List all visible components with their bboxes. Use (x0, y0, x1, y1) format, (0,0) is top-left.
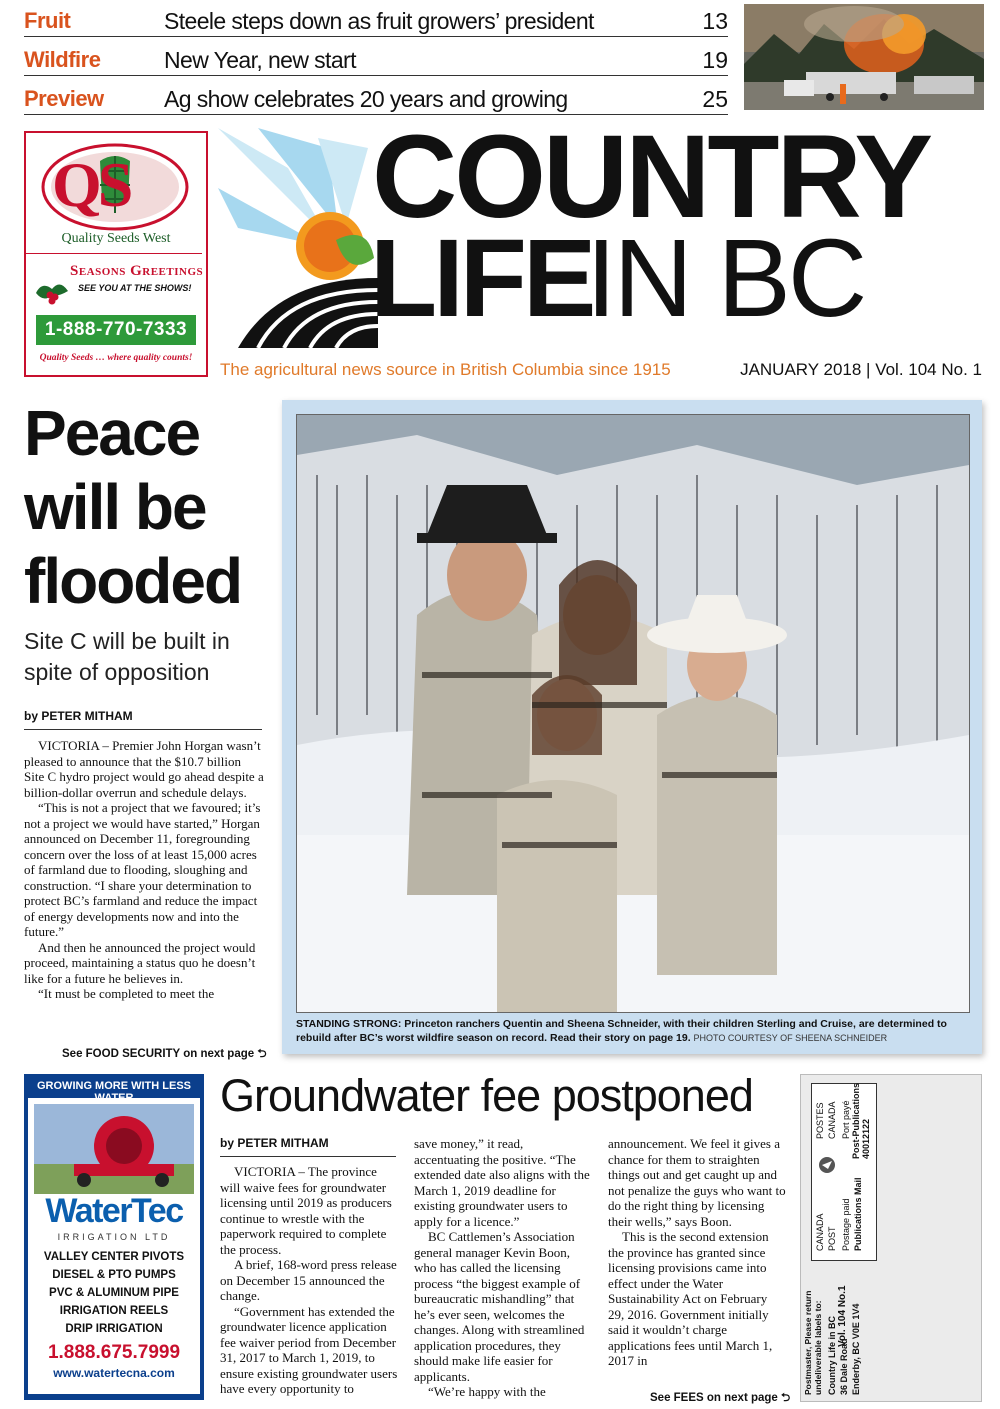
irrigation-reel-icon (34, 1104, 194, 1194)
watertec-url[interactable]: www.watertecna.com (53, 1366, 175, 1380)
teaser-preview[interactable] (24, 78, 728, 115)
qs-greeting-sub: SEE YOU AT THE SHOWS! (78, 283, 192, 293)
lead-dek: Site C will be built in spite of opposition (24, 628, 230, 685)
port-paye: Port payé (841, 1100, 851, 1139)
watertec-brand: WaterTec (45, 1192, 183, 1230)
groundwater-paragraph: save money,” it read, accentuating the positive. “The extended date also aligns with the March 1, 2019 deadline for existing groundwater users to apply for a licence.” (414, 1136, 590, 1229)
watertec-banner: GROWING MORE WITH LESS (37, 1080, 191, 1092)
canada-fr: CANADA (827, 1101, 837, 1139)
watertec-product: DRIP IRRIGATION (65, 1323, 163, 1335)
watertec-product: IRRIGATION REELS (59, 1305, 169, 1317)
watertec-product: VALLEY CENTER PIVOTS (43, 1251, 185, 1263)
masthead-country: COUNTRY (372, 111, 931, 243)
groundwater-headline[interactable]: Groundwater fee postponed (220, 1070, 753, 1121)
qs-logo-text: QS (52, 149, 130, 220)
issue-date: JANUARY 2018 | Vol. 104 No. 1 (740, 360, 982, 379)
mailing-label-area (800, 1074, 982, 1402)
groundwater-col-3 (608, 1136, 786, 1369)
return-line-1: Postmaster, Please return (803, 1290, 813, 1395)
post-publications: Post-Publications (851, 1082, 861, 1159)
teaser-keyword: Fruit (24, 8, 71, 33)
wildfire-thumbnail[interactable] (744, 4, 984, 110)
masthead-tagline: The agricultural news source in British Columbia since 1915 (220, 360, 671, 379)
return-address-1: Country Life in BC (827, 1316, 837, 1395)
qs-slogan: Quality Seeds … where quality counts! (39, 353, 193, 363)
lead-continued-link[interactable]: See FOOD SECURITY on next page ⮌ (62, 1048, 267, 1060)
teaser-headline: Steele steps down as fruit growers’ president (164, 8, 594, 34)
caption-lead: STANDING STRONG: (296, 1018, 402, 1030)
post: POST (827, 1226, 837, 1251)
watertec-product: DIESEL & PTO PUMPS (52, 1269, 176, 1281)
teaser-headline: Ag show celebrates 20 years and growing (164, 86, 568, 112)
teaser-page: 13 (702, 8, 728, 34)
permit-number: 40012122 (861, 1118, 871, 1159)
lead-paragraph: And then he announced the project would proceed, maintaining a status quo he doesn’t like for a future he believes in. (24, 939, 256, 986)
qs-phone[interactable]: 1-888-770-7333 (36, 315, 196, 345)
teaser-keyword: Wildfire (24, 47, 101, 72)
postes: POSTES (815, 1102, 825, 1139)
groundwater-paragraph: “Government has extended the groundwater licence application fee waiver period from December 31, 2017 to March 1, 2019, to ensure existing groundwater users have every opportunity to (220, 1303, 398, 1396)
postage-paid: Postage paid (841, 1198, 851, 1251)
groundwater-paragraph: This is the second extension the province has granted since licensing provisions came into effect under the Water Sustainability Act on February 29, 2016. Government initially said it wouldn’t charge applications fees until March 1, 2017 in (608, 1229, 773, 1368)
groundwater-paragraph: A brief, 168-word press release on December 15 announced the change. (220, 1257, 397, 1303)
teaser-fruit[interactable] (24, 0, 728, 37)
groundwater-paragraph: “We’re happy with the (428, 1384, 546, 1399)
watertec-footer: PROVINCE WIDE DELIVERY (40, 1384, 188, 1396)
caption-text: Princeton ranchers Quentin and Sheena Schneider, with their children Sterling and Cruise, are determined to rebuild after BC’s worst wildfire season on record. Read their story on page 19. (296, 1018, 947, 1044)
canada-post-icon (817, 1155, 837, 1175)
watertec-products (28, 1248, 200, 1338)
groundwater-paragraph: BC Cattlemen’s Association general manager Kevin Boon, who has called the licensing process “the biggest example of bureaucratic mishandling” that he’s ever seen, welcomes the changes. Along with streamlined application procedures, they should make life easier for applicants. (414, 1229, 585, 1384)
photo-credit: PHOTO COURTESY OF SHEENA SCHNEIDER (693, 1033, 888, 1043)
quality-seeds-ad[interactable] (24, 131, 208, 377)
lead-byline: by PETER MITHAM (24, 709, 133, 723)
return-address-2: 36 Dale Road (839, 1338, 849, 1395)
teaser-page: 19 (702, 47, 728, 73)
lead-body (24, 738, 264, 1002)
watertec-product: PVC & ALUMINUM PIPE (49, 1287, 179, 1299)
lead-headline-line: Peace (24, 397, 200, 469)
lead-headline-line: will be (24, 471, 206, 543)
watertec-brand-sub: IRRIGATION LTD (57, 1232, 171, 1242)
lead-headline-line: flooded (24, 545, 242, 617)
return-line-2: undeliverable labels to: (813, 1300, 823, 1395)
canada-en: CANADA (815, 1213, 825, 1251)
qs-company-name: Quality Seeds West (61, 231, 171, 246)
masthead-in-bc: IN BC (586, 217, 865, 340)
lead-paragraph: “This is not a project that we favoured; it’s not a project we would have started,” Horgan announced on December 11, foregrounding concern over the loss of at least 15,000 acres of farmland due to flooding, sloughing and construction. “I share your determination to protect BC’s farmland and reduce the impact of energy developments now and into the future.” (24, 800, 261, 939)
holly-icon (32, 275, 72, 311)
teaser-page: 25 (702, 86, 728, 112)
watertec-phone[interactable]: 1.888.675.7999 (47, 1342, 181, 1363)
family-photo[interactable] (296, 414, 970, 1013)
teaser-headline: New Year, new start (164, 47, 356, 73)
lead-paragraph: VICTORIA – Premier John Horgan wasn’t pleased to announce that the $10.7 billion Site C hydro project would go ahead despite a billion-dollar overrun and schedule delays. (24, 738, 264, 800)
groundwater-col-1 (220, 1164, 398, 1397)
teaser-keyword: Preview (24, 86, 104, 111)
qs-greeting: Seasons Greetings (70, 263, 204, 279)
watertec-ad[interactable] (24, 1074, 204, 1400)
teaser-wildfire[interactable] (24, 39, 728, 76)
return-address-3: Enderby, BC V0E 1V4 (851, 1303, 861, 1395)
groundwater-col-2 (414, 1136, 592, 1400)
groundwater-byline: by PETER MITHAM (220, 1136, 329, 1150)
groundwater-paragraph: announcement. We feel it gives a chance for them to straighten things out and get caught up and not penalize the guys who want to do the right thing by licensing their wells,” says Boon. (608, 1136, 786, 1229)
lead-paragraph: “It must be completed to meet the (38, 986, 215, 1001)
publications-mail: Publications Mail (853, 1177, 863, 1251)
photo-caption (296, 1017, 968, 1045)
lead-headline[interactable] (24, 396, 274, 618)
groundwater-paragraph: VICTORIA – The province will waive fees for groundwater licensing until 2019 as producers continue to wrestle with the paperwork required to complete the process. (220, 1164, 392, 1257)
groundwater-continued-link[interactable]: See FEES on next page ⮌ (650, 1392, 791, 1404)
volume-label: Vol. 104 No.1 (837, 1285, 848, 1347)
masthead-life: LIFE (370, 217, 593, 340)
